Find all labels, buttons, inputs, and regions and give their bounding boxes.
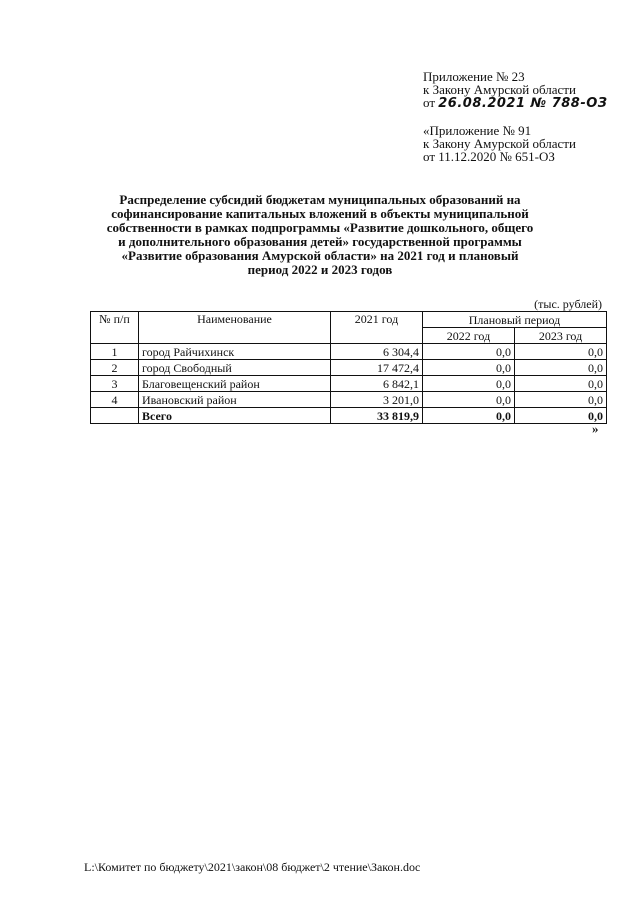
original-appendix-law: к Закону Амурской области [423,136,576,151]
title-line: период 2022 и 2023 годов [247,262,393,277]
appendix-header [423,70,608,110]
row-2022: 0,0 [423,392,515,408]
units-label: (тыс. рублей) [534,297,602,311]
table-row [91,376,607,392]
table-row [91,344,607,360]
total-num-empty [91,408,139,424]
row-num: 3 [91,376,139,392]
header-planned-period: Плановый период [423,312,607,328]
title-line: Распределение субсидий бюджетам муниципальных образований на [119,192,521,207]
header-num: № п/п [91,312,139,344]
total-2022: 0,0 [423,408,515,424]
row-num: 4 [91,392,139,408]
subsidy-table [90,311,607,424]
row-name: город Свободный [139,360,331,376]
appendix-date-line [423,96,608,110]
original-appendix-header [423,124,576,163]
original-appendix-number: «Приложение № 91 [423,123,532,138]
row-name: Благовещенский район [139,376,331,392]
table-row [91,392,607,408]
total-label: Всего [139,408,331,424]
row-2023: 0,0 [515,392,607,408]
title-line: «Развитие образования Амурской области» на 2021 год и плановый [121,248,519,263]
row-name: Ивановский район [139,392,331,408]
footer-file-path: L:\Комитет по бюджету\2021\закон\08 бюджет\2 чтение\Закон.doc [84,860,421,874]
document-title [90,193,550,277]
header-2022: 2022 год [423,328,515,344]
appendix-law: к Закону Амурской области [423,82,576,97]
row-2021: 6 842,1 [331,376,423,392]
table-row [91,360,607,376]
row-num: 2 [91,360,139,376]
total-2023: 0,0 [515,408,607,424]
row-2021: 6 304,4 [331,344,423,360]
total-2021: 33 819,9 [331,408,423,424]
header-2021: 2021 год [331,312,423,344]
total-row [91,408,607,424]
row-2023: 0,0 [515,344,607,360]
row-2022: 0,0 [423,360,515,376]
appendix-number: Приложение № 23 [423,69,525,84]
title-line: и дополнительного образования детей» государственной программы [118,234,522,249]
header-name: Наименование [139,312,331,344]
closing-quote: » [592,421,599,436]
row-2022: 0,0 [423,344,515,360]
appendix-date-prefix: от [423,95,436,110]
header-2023: 2023 год [515,328,607,344]
row-2021: 17 472,4 [331,360,423,376]
row-2023: 0,0 [515,376,607,392]
original-appendix-date: от 11.12.2020 № 651-ОЗ [423,149,555,164]
row-name: город Райчихинск [139,344,331,360]
row-2023: 0,0 [515,360,607,376]
handwritten-date-number: 26.08.2021 № 788-ОЗ [438,96,608,111]
row-2021: 3 201,0 [331,392,423,408]
title-line: собственности в рамках подпрограммы «Развитие дошкольного, общего [106,220,534,235]
row-num: 1 [91,344,139,360]
title-line: софинансирование капитальных вложений в объекты муниципальной [111,206,529,221]
row-2022: 0,0 [423,376,515,392]
